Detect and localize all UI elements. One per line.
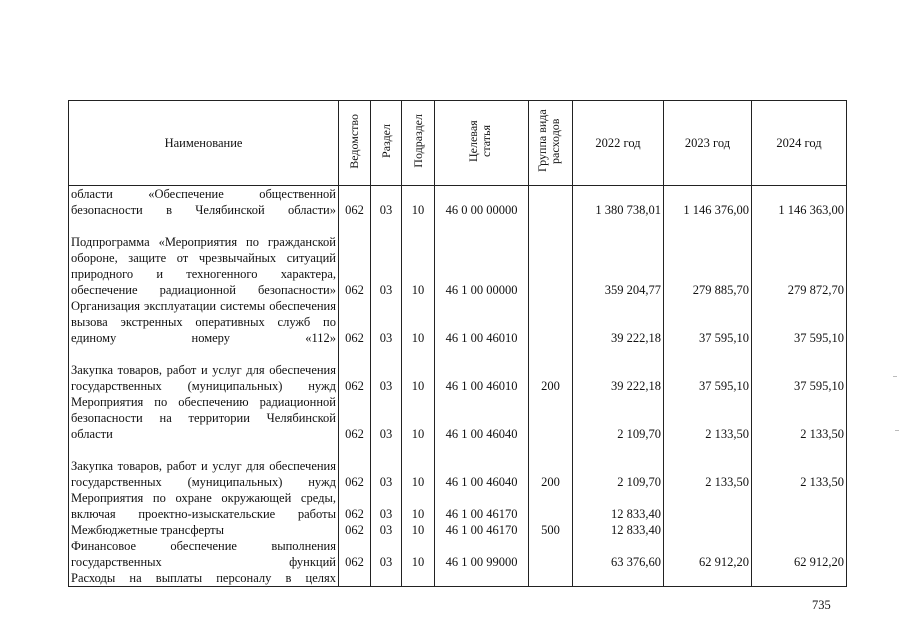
table-row: [69, 442, 847, 490]
row-department: 062: [339, 538, 371, 570]
row-section: 03: [371, 186, 402, 219]
header-subsection: Подраздел: [402, 101, 435, 186]
row-subsection: 10: [402, 442, 435, 490]
table-row: [69, 538, 847, 570]
row-subsection: 10: [402, 346, 435, 394]
row-target-article: 46 1 00 00000: [435, 218, 529, 298]
header-department: Ведомство: [339, 101, 371, 186]
table-row: [69, 186, 847, 219]
row-2024: 37 595,10: [752, 298, 847, 346]
row-name: Закупка товаров, работ и услуг для обеспечения государственных (муниципальных) нужд: [69, 442, 339, 490]
row-2022: 12 833,40: [573, 522, 664, 538]
row-department: [339, 570, 371, 587]
row-subsection: [402, 570, 435, 587]
row-target-article: 46 1 00 46040: [435, 394, 529, 442]
row-target-article: 46 1 00 46170: [435, 490, 529, 522]
row-2024: 62 912,20: [752, 538, 847, 570]
row-2022: 2 109,70: [573, 442, 664, 490]
row-expense-group: 500: [529, 522, 573, 538]
scan-margin-mark: [893, 376, 897, 377]
row-2024: 2 133,50: [752, 442, 847, 490]
row-2022: 39 222,18: [573, 298, 664, 346]
row-2022: [573, 570, 664, 587]
row-section: 03: [371, 298, 402, 346]
scan-margin-mark: [895, 430, 899, 431]
row-2023: 1 146 376,00: [664, 186, 752, 219]
row-subsection: 10: [402, 490, 435, 522]
row-section: 03: [371, 538, 402, 570]
row-expense-group: [529, 298, 573, 346]
row-department: 062: [339, 522, 371, 538]
header-expense-group: Группа вида расходов: [529, 101, 573, 186]
row-2023: [664, 570, 752, 587]
row-subsection: 10: [402, 394, 435, 442]
row-2022: 12 833,40: [573, 490, 664, 522]
row-target-article: 46 1 00 46040: [435, 442, 529, 490]
row-section: 03: [371, 346, 402, 394]
row-target-article: 46 1 00 99000: [435, 538, 529, 570]
header-target-article: Целевая статья: [435, 101, 529, 186]
row-subsection: 10: [402, 522, 435, 538]
header-2023: 2023 год: [664, 101, 752, 186]
row-name: области «Обеспечение общественной безопасности в Челябинской области»: [69, 186, 339, 219]
row-2022: 2 109,70: [573, 394, 664, 442]
row-2022: 1 380 738,01: [573, 186, 664, 219]
row-department: 062: [339, 442, 371, 490]
row-subsection: 10: [402, 298, 435, 346]
header-2022: 2022 год: [573, 101, 664, 186]
row-2024: [752, 490, 847, 522]
row-2023: 279 885,70: [664, 218, 752, 298]
row-2023: [664, 522, 752, 538]
row-name: Подпрограмма «Мероприятия по гражданской обороне, защите от чрезвычайных ситуаций природного и техногенного характера, обеспечение радиационной безопасности»: [69, 218, 339, 298]
row-section: 03: [371, 442, 402, 490]
row-section: 03: [371, 490, 402, 522]
row-department: 062: [339, 394, 371, 442]
row-name: Мероприятия по обеспечению радиационной безопасности на территории Челябинской области: [69, 394, 339, 442]
row-2022: 359 204,77: [573, 218, 664, 298]
row-expense-group: [529, 186, 573, 219]
header-2024: 2024 год: [752, 101, 847, 186]
page-number: 735: [812, 598, 831, 612]
row-subsection: 10: [402, 218, 435, 298]
table-row: [69, 298, 847, 346]
row-expense-group: 200: [529, 442, 573, 490]
header-section: Раздел: [371, 101, 402, 186]
row-2023: [664, 490, 752, 522]
row-expense-group: [529, 218, 573, 298]
row-2023: 2 133,50: [664, 442, 752, 490]
row-target-article: 46 1 00 46170: [435, 522, 529, 538]
row-name: Мероприятия по охране окружающей среды, включая проектно-изыскательские работы: [69, 490, 339, 522]
row-2023: 37 595,10: [664, 346, 752, 394]
row-department: 062: [339, 298, 371, 346]
row-name: Финансовое обеспечение выполнения государственных функций: [69, 538, 339, 570]
row-target-article: [435, 570, 529, 587]
row-department: 062: [339, 346, 371, 394]
header-row: [69, 101, 847, 186]
table-row: [69, 218, 847, 298]
row-section: 03: [371, 218, 402, 298]
row-2024: 279 872,70: [752, 218, 847, 298]
row-2024: 37 595,10: [752, 346, 847, 394]
row-department: 062: [339, 186, 371, 219]
header-name: Наименование: [69, 101, 339, 186]
row-2022: 63 376,60: [573, 538, 664, 570]
row-expense-group: [529, 394, 573, 442]
row-2024: 2 133,50: [752, 394, 847, 442]
row-2023: 2 133,50: [664, 394, 752, 442]
table-row: [69, 570, 847, 587]
table-row: [69, 346, 847, 394]
row-expense-group: 200: [529, 346, 573, 394]
row-2022: 39 222,18: [573, 346, 664, 394]
table-row: [69, 522, 847, 538]
row-name: Закупка товаров, работ и услуг для обеспечения государственных (муниципальных) нужд: [69, 346, 339, 394]
row-2024: [752, 570, 847, 587]
row-name: Организация эксплуатации системы обеспечения вызова экстренных оперативных служб по единому номеру «112»: [69, 298, 339, 346]
row-expense-group: [529, 538, 573, 570]
row-2023: 62 912,20: [664, 538, 752, 570]
row-target-article: 46 0 00 00000: [435, 186, 529, 219]
row-department: 062: [339, 218, 371, 298]
row-name: Межбюджетные трансферты: [69, 522, 339, 538]
row-subsection: 10: [402, 186, 435, 219]
row-section: 03: [371, 522, 402, 538]
row-subsection: 10: [402, 538, 435, 570]
row-target-article: 46 1 00 46010: [435, 298, 529, 346]
row-2024: [752, 522, 847, 538]
budget-table: [68, 100, 847, 587]
row-name: Расходы на выплаты персоналу в целях: [69, 570, 339, 587]
row-section: 03: [371, 394, 402, 442]
row-department: 062: [339, 490, 371, 522]
table-row: [69, 490, 847, 522]
row-target-article: 46 1 00 46010: [435, 346, 529, 394]
row-section: [371, 570, 402, 587]
row-expense-group: [529, 570, 573, 587]
row-2023: 37 595,10: [664, 298, 752, 346]
row-expense-group: [529, 490, 573, 522]
row-2024: 1 146 363,00: [752, 186, 847, 219]
table-row: [69, 394, 847, 442]
